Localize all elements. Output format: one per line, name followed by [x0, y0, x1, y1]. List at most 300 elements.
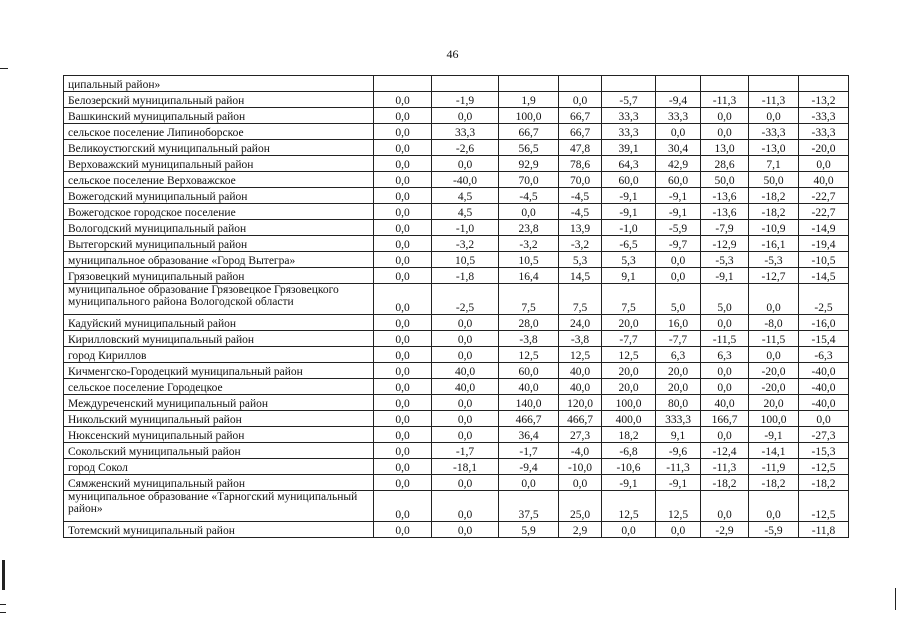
- table-row: [64, 315, 849, 331]
- value-cell: -20,0: [799, 140, 849, 156]
- value-cell: [799, 76, 849, 92]
- value-cell: -9,4: [656, 92, 701, 108]
- value-cell: 0,0: [432, 108, 499, 124]
- value-cell: -6,5: [602, 236, 656, 252]
- table-row: [64, 188, 849, 204]
- value-cell: [602, 76, 656, 92]
- table-row: [64, 268, 849, 284]
- value-cell: 0,0: [559, 475, 602, 491]
- value-cell: 0,0: [432, 522, 499, 538]
- value-cell: 33,3: [602, 108, 656, 124]
- value-cell: [374, 76, 432, 92]
- value-cell: 0,0: [749, 491, 799, 522]
- value-cell: -3,8: [559, 331, 602, 347]
- value-cell: -10,0: [559, 459, 602, 475]
- value-cell: 18,2: [602, 427, 656, 443]
- value-cell: 40,0: [559, 379, 602, 395]
- value-cell: 0,0: [701, 124, 749, 140]
- table-row: [64, 522, 849, 538]
- value-cell: -6,3: [799, 347, 849, 363]
- value-cell: 0,0: [701, 427, 749, 443]
- value-cell: 0,0: [374, 315, 432, 331]
- value-cell: 70,0: [499, 172, 559, 188]
- value-cell: -11,3: [656, 459, 701, 475]
- value-cell: -12,9: [701, 236, 749, 252]
- value-cell: 0,0: [374, 108, 432, 124]
- row-name-cell: Великоустюгский муниципальный район: [64, 140, 374, 156]
- value-cell: 10,5: [432, 252, 499, 268]
- value-cell: 56,5: [499, 140, 559, 156]
- table-row: [64, 252, 849, 268]
- value-cell: -12,5: [799, 491, 849, 522]
- value-cell: [432, 76, 499, 92]
- value-cell: 9,1: [602, 268, 656, 284]
- scan-mark-left-dash-1: [0, 604, 6, 605]
- value-cell: 23,8: [499, 220, 559, 236]
- value-cell: -11,3: [749, 92, 799, 108]
- value-cell: 0,0: [374, 268, 432, 284]
- value-cell: -15,3: [799, 443, 849, 459]
- value-cell: 0,0: [374, 284, 432, 315]
- value-cell: 50,0: [701, 172, 749, 188]
- value-cell: -4,5: [499, 188, 559, 204]
- value-cell: 0,0: [374, 491, 432, 522]
- value-cell: -2,5: [799, 284, 849, 315]
- value-cell: -2,6: [432, 140, 499, 156]
- value-cell: 28,0: [499, 315, 559, 331]
- value-cell: 0,0: [374, 220, 432, 236]
- value-cell: 40,0: [432, 379, 499, 395]
- table-row: [64, 427, 849, 443]
- value-cell: 7,5: [499, 284, 559, 315]
- row-name-cell: Междуреченский муниципальный район: [64, 395, 374, 411]
- value-cell: -1,7: [499, 443, 559, 459]
- value-cell: 78,6: [559, 156, 602, 172]
- value-cell: 0,0: [432, 427, 499, 443]
- value-cell: 47,8: [559, 140, 602, 156]
- value-cell: 0,0: [374, 172, 432, 188]
- value-cell: 400,0: [602, 411, 656, 427]
- value-cell: 466,7: [559, 411, 602, 427]
- value-cell: 0,0: [656, 124, 701, 140]
- value-cell: -8,0: [749, 315, 799, 331]
- value-cell: 0,0: [374, 347, 432, 363]
- value-cell: -7,7: [656, 331, 701, 347]
- table-row: [64, 443, 849, 459]
- value-cell: 0,0: [432, 331, 499, 347]
- value-cell: 60,0: [656, 172, 701, 188]
- value-cell: 0,0: [374, 363, 432, 379]
- value-cell: -33,3: [799, 124, 849, 140]
- value-cell: 0,0: [701, 363, 749, 379]
- value-cell: 2,9: [559, 522, 602, 538]
- row-name-cell: Белозерский муниципальный район: [64, 92, 374, 108]
- value-cell: 13,0: [701, 140, 749, 156]
- value-cell: 166,7: [701, 411, 749, 427]
- value-cell: -14,9: [799, 220, 849, 236]
- value-cell: 80,0: [656, 395, 701, 411]
- value-cell: 466,7: [499, 411, 559, 427]
- value-cell: 0,0: [656, 268, 701, 284]
- table-row: [64, 76, 849, 92]
- table-row: [64, 475, 849, 491]
- table-row: [64, 363, 849, 379]
- value-cell: 0,0: [374, 459, 432, 475]
- row-name-cell: сельское поселение Верховажское: [64, 172, 374, 188]
- value-cell: -2,5: [432, 284, 499, 315]
- value-cell: -16,1: [749, 236, 799, 252]
- value-cell: 12,5: [602, 491, 656, 522]
- value-cell: 5,0: [656, 284, 701, 315]
- value-cell: 27,3: [559, 427, 602, 443]
- row-name-cell: Никольский муниципальный район: [64, 411, 374, 427]
- statistics-table: [63, 75, 849, 538]
- value-cell: -1,0: [432, 220, 499, 236]
- value-cell: 140,0: [499, 395, 559, 411]
- value-cell: 100,0: [602, 395, 656, 411]
- value-cell: 0,0: [749, 108, 799, 124]
- value-cell: 0,0: [432, 411, 499, 427]
- value-cell: 20,0: [602, 379, 656, 395]
- table-row: [64, 236, 849, 252]
- value-cell: 0,0: [374, 475, 432, 491]
- value-cell: -22,7: [799, 188, 849, 204]
- value-cell: 66,7: [559, 124, 602, 140]
- value-cell: 37,5: [499, 491, 559, 522]
- row-name-cell: Нюксенский муниципальный район: [64, 427, 374, 443]
- value-cell: -22,7: [799, 204, 849, 220]
- value-cell: 1,9: [499, 92, 559, 108]
- value-cell: 0,0: [374, 124, 432, 140]
- value-cell: -13,6: [701, 204, 749, 220]
- row-name-cell: Вожегодское городское поселение: [64, 204, 374, 220]
- value-cell: -9,1: [656, 188, 701, 204]
- value-cell: 66,7: [499, 124, 559, 140]
- value-cell: 0,0: [656, 252, 701, 268]
- value-cell: 4,5: [432, 204, 499, 220]
- value-cell: [499, 76, 559, 92]
- value-cell: 0,0: [432, 347, 499, 363]
- value-cell: 20,0: [656, 379, 701, 395]
- table-row: [64, 124, 849, 140]
- row-name-cell: ципальный район»: [64, 76, 374, 92]
- value-cell: 0,0: [499, 475, 559, 491]
- row-name-cell: Вашкинский муниципальный район: [64, 108, 374, 124]
- page-number: 46: [446, 47, 459, 61]
- value-cell: -33,3: [749, 124, 799, 140]
- value-cell: -18,2: [749, 188, 799, 204]
- row-name-cell: Тотемский муниципальный район: [64, 522, 374, 538]
- value-cell: [701, 76, 749, 92]
- value-cell: 39,1: [602, 140, 656, 156]
- value-cell: -9,1: [602, 188, 656, 204]
- row-name-cell: муниципальное образование «Тарногский муниципальный район»: [64, 491, 374, 522]
- value-cell: [656, 76, 701, 92]
- value-cell: -10,6: [602, 459, 656, 475]
- row-name-cell: сельское поселение Липиноборское: [64, 124, 374, 140]
- value-cell: 40,0: [799, 172, 849, 188]
- value-cell: 0,0: [374, 252, 432, 268]
- value-cell: 0,0: [701, 315, 749, 331]
- value-cell: -5,9: [656, 220, 701, 236]
- value-cell: -11,9: [749, 459, 799, 475]
- value-cell: 30,4: [656, 140, 701, 156]
- value-cell: 50,0: [749, 172, 799, 188]
- value-cell: -11,5: [749, 331, 799, 347]
- value-cell: 0,0: [374, 92, 432, 108]
- row-name-cell: Кирилловский муниципальный район: [64, 331, 374, 347]
- row-name-cell: город Сокол: [64, 459, 374, 475]
- table-row: [64, 411, 849, 427]
- value-cell: -6,8: [602, 443, 656, 459]
- value-cell: 40,0: [432, 363, 499, 379]
- value-cell: 36,4: [499, 427, 559, 443]
- row-name-cell: Верховажский муниципальный район: [64, 156, 374, 172]
- value-cell: 0,0: [374, 427, 432, 443]
- table-row: [64, 347, 849, 363]
- value-cell: -16,0: [799, 315, 849, 331]
- value-cell: 33,3: [602, 124, 656, 140]
- value-cell: 16,0: [656, 315, 701, 331]
- table-row: [64, 204, 849, 220]
- value-cell: 0,0: [701, 379, 749, 395]
- table-row: [64, 108, 849, 124]
- value-cell: 0,0: [799, 411, 849, 427]
- row-name-cell: Сямженский муниципальный район: [64, 475, 374, 491]
- value-cell: 0,0: [374, 379, 432, 395]
- value-cell: 5,0: [701, 284, 749, 315]
- value-cell: 100,0: [749, 411, 799, 427]
- row-name-cell: город Кириллов: [64, 347, 374, 363]
- value-cell: -9,1: [749, 427, 799, 443]
- value-cell: 16,4: [499, 268, 559, 284]
- value-cell: 0,0: [374, 188, 432, 204]
- value-cell: -9,1: [656, 475, 701, 491]
- value-cell: -5,3: [749, 252, 799, 268]
- value-cell: -4,0: [559, 443, 602, 459]
- value-cell: 20,0: [602, 363, 656, 379]
- value-cell: 0,0: [602, 522, 656, 538]
- value-cell: 66,7: [559, 108, 602, 124]
- value-cell: 0,0: [432, 395, 499, 411]
- value-cell: -12,7: [749, 268, 799, 284]
- value-cell: 0,0: [656, 522, 701, 538]
- row-name-cell: сельское поселение Городецкое: [64, 379, 374, 395]
- value-cell: -11,3: [701, 92, 749, 108]
- value-cell: 33,3: [656, 108, 701, 124]
- row-name-cell: Сокольский муниципальный район: [64, 443, 374, 459]
- value-cell: 20,0: [656, 363, 701, 379]
- value-cell: 92,9: [499, 156, 559, 172]
- value-cell: -9,1: [602, 204, 656, 220]
- value-cell: -11,5: [701, 331, 749, 347]
- value-cell: 6,3: [701, 347, 749, 363]
- value-cell: -9,7: [656, 236, 701, 252]
- value-cell: 28,6: [701, 156, 749, 172]
- value-cell: 0,0: [374, 140, 432, 156]
- value-cell: -10,5: [799, 252, 849, 268]
- value-cell: 42,9: [656, 156, 701, 172]
- value-cell: 333,3: [656, 411, 701, 427]
- row-name-cell: Вытегорский муниципальный район: [64, 236, 374, 252]
- value-cell: 5,3: [602, 252, 656, 268]
- value-cell: 12,5: [499, 347, 559, 363]
- value-cell: 0,0: [499, 204, 559, 220]
- value-cell: 20,0: [602, 315, 656, 331]
- row-name-cell: муниципальное образование Грязовецкое Грязовецкого муниципального района Вологодской области: [64, 284, 374, 315]
- value-cell: 7,1: [749, 156, 799, 172]
- value-cell: -3,2: [432, 236, 499, 252]
- value-cell: 0,0: [374, 204, 432, 220]
- value-cell: -4,5: [559, 188, 602, 204]
- value-cell: -9,1: [656, 204, 701, 220]
- scan-mark-right: [895, 588, 896, 610]
- scan-mark-left-bar: [2, 560, 5, 590]
- value-cell: 0,0: [374, 331, 432, 347]
- value-cell: -18,2: [749, 475, 799, 491]
- value-cell: [749, 76, 799, 92]
- value-cell: -18,2: [749, 204, 799, 220]
- value-cell: -13,0: [749, 140, 799, 156]
- value-cell: 5,9: [499, 522, 559, 538]
- table-body: [64, 76, 849, 538]
- value-cell: -3,2: [499, 236, 559, 252]
- value-cell: 60,0: [602, 172, 656, 188]
- value-cell: 120,0: [559, 395, 602, 411]
- value-cell: 0,0: [701, 491, 749, 522]
- value-cell: 13,9: [559, 220, 602, 236]
- value-cell: -18,2: [701, 475, 749, 491]
- table-row: [64, 92, 849, 108]
- value-cell: -13,6: [701, 188, 749, 204]
- value-cell: -14,1: [749, 443, 799, 459]
- scan-mark-left-top: [0, 68, 8, 69]
- value-cell: -18,2: [799, 475, 849, 491]
- value-cell: 100,0: [499, 108, 559, 124]
- table-row: [64, 140, 849, 156]
- value-cell: -11,8: [799, 522, 849, 538]
- value-cell: 0,0: [374, 411, 432, 427]
- value-cell: -40,0: [799, 363, 849, 379]
- value-cell: -33,3: [799, 108, 849, 124]
- value-cell: -3,8: [499, 331, 559, 347]
- value-cell: 40,0: [559, 363, 602, 379]
- value-cell: 10,5: [499, 252, 559, 268]
- value-cell: 6,3: [656, 347, 701, 363]
- value-cell: -15,4: [799, 331, 849, 347]
- row-name-cell: Грязовецкий муниципальный район: [64, 268, 374, 284]
- table-row: [64, 172, 849, 188]
- value-cell: -2,9: [701, 522, 749, 538]
- value-cell: 0,0: [374, 395, 432, 411]
- value-cell: -40,0: [799, 395, 849, 411]
- value-cell: 7,5: [602, 284, 656, 315]
- value-cell: -20,0: [749, 379, 799, 395]
- value-cell: -9,6: [656, 443, 701, 459]
- value-cell: -27,3: [799, 427, 849, 443]
- value-cell: -3,2: [559, 236, 602, 252]
- value-cell: 0,0: [432, 491, 499, 522]
- value-cell: -7,7: [602, 331, 656, 347]
- value-cell: -5,7: [602, 92, 656, 108]
- row-name-cell: Кадуйский муниципальный район: [64, 315, 374, 331]
- table-row: [64, 395, 849, 411]
- value-cell: -1,8: [432, 268, 499, 284]
- value-cell: 4,5: [432, 188, 499, 204]
- value-cell: -20,0: [749, 363, 799, 379]
- table-row: [64, 156, 849, 172]
- value-cell: -5,3: [701, 252, 749, 268]
- table-row: [64, 379, 849, 395]
- value-cell: -9,4: [499, 459, 559, 475]
- value-cell: 12,5: [559, 347, 602, 363]
- value-cell: -12,4: [701, 443, 749, 459]
- value-cell: 64,3: [602, 156, 656, 172]
- value-cell: 0,0: [374, 522, 432, 538]
- value-cell: 60,0: [499, 363, 559, 379]
- value-cell: -14,5: [799, 268, 849, 284]
- value-cell: -9,1: [701, 268, 749, 284]
- value-cell: 0,0: [749, 347, 799, 363]
- row-name-cell: Кичменгско-Городецкий муниципальный район: [64, 363, 374, 379]
- value-cell: 25,0: [559, 491, 602, 522]
- value-cell: -11,3: [701, 459, 749, 475]
- value-cell: -7,9: [701, 220, 749, 236]
- value-cell: -13,2: [799, 92, 849, 108]
- value-cell: 12,5: [656, 491, 701, 522]
- value-cell: -10,9: [749, 220, 799, 236]
- value-cell: 0,0: [432, 315, 499, 331]
- value-cell: 0,0: [432, 475, 499, 491]
- value-cell: 7,5: [559, 284, 602, 315]
- value-cell: 0,0: [749, 284, 799, 315]
- value-cell: -18,1: [432, 459, 499, 475]
- value-cell: [559, 76, 602, 92]
- value-cell: 40,0: [499, 379, 559, 395]
- value-cell: 24,0: [559, 315, 602, 331]
- value-cell: 0,0: [374, 443, 432, 459]
- value-cell: 0,0: [374, 156, 432, 172]
- value-cell: -19,4: [799, 236, 849, 252]
- table-row: [64, 284, 849, 315]
- value-cell: 33,3: [432, 124, 499, 140]
- table-row: [64, 459, 849, 475]
- value-cell: -5,9: [749, 522, 799, 538]
- value-cell: 0,0: [374, 236, 432, 252]
- row-name-cell: Вожегодский муниципальный район: [64, 188, 374, 204]
- value-cell: 40,0: [701, 395, 749, 411]
- table-row: [64, 331, 849, 347]
- value-cell: -40,0: [432, 172, 499, 188]
- value-cell: 0,0: [701, 108, 749, 124]
- value-cell: -1,0: [602, 220, 656, 236]
- value-cell: -1,9: [432, 92, 499, 108]
- value-cell: -1,7: [432, 443, 499, 459]
- scan-mark-left-dash-2: [0, 612, 6, 613]
- value-cell: 20,0: [749, 395, 799, 411]
- value-cell: 5,3: [559, 252, 602, 268]
- row-name-cell: муниципальное образование «Город Вытегра»: [64, 252, 374, 268]
- row-name-cell: Вологодский муниципальный район: [64, 220, 374, 236]
- value-cell: 0,0: [559, 92, 602, 108]
- value-cell: -12,5: [799, 459, 849, 475]
- value-cell: -9,1: [602, 475, 656, 491]
- value-cell: -40,0: [799, 379, 849, 395]
- table-row: [64, 220, 849, 236]
- value-cell: 0,0: [799, 156, 849, 172]
- value-cell: 70,0: [559, 172, 602, 188]
- value-cell: 14,5: [559, 268, 602, 284]
